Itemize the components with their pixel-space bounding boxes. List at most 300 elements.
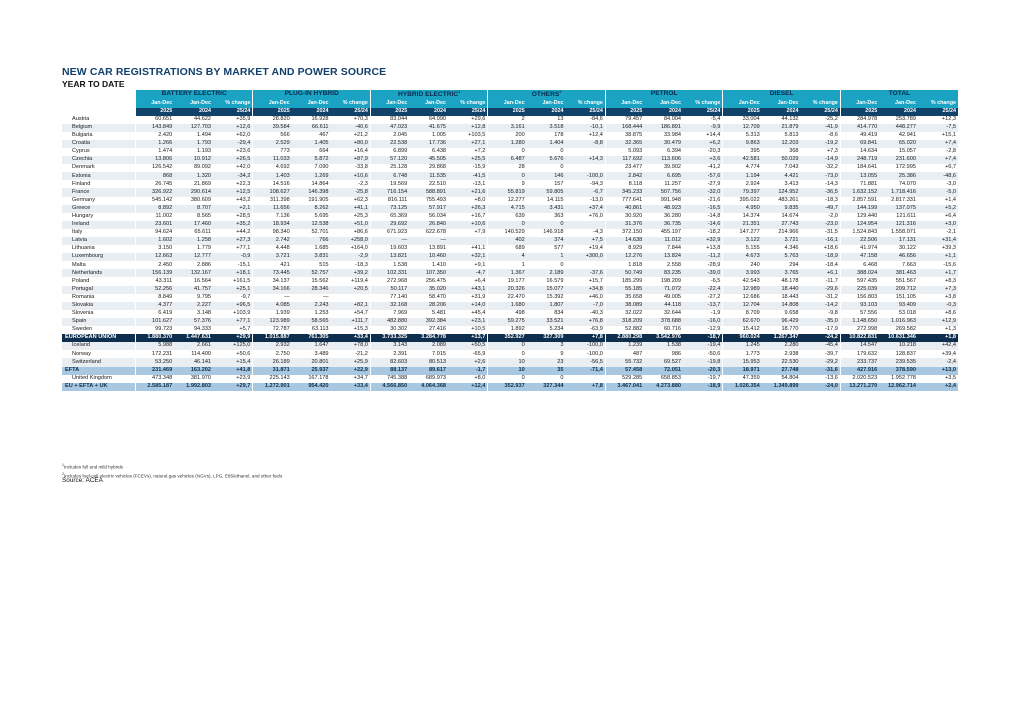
table-row bbox=[62, 124, 958, 132]
value-cell: 28.820 bbox=[253, 116, 292, 124]
change-cell: -21,6 bbox=[707, 196, 721, 203]
year-header-row bbox=[62, 108, 958, 116]
table-row bbox=[62, 116, 958, 124]
table-row bbox=[62, 294, 958, 302]
table-row bbox=[62, 156, 958, 164]
market-name: Hungary bbox=[72, 212, 94, 219]
value-cell: 1.026.354 bbox=[723, 383, 762, 391]
change-cell bbox=[448, 237, 488, 245]
value-cell: 33.004 bbox=[723, 116, 762, 124]
change-cell: -2,4 bbox=[918, 358, 958, 366]
value-cell: 19.603 bbox=[370, 245, 409, 253]
value-cell: 1.538 bbox=[370, 261, 409, 269]
change-cell: +12,4 bbox=[588, 132, 603, 139]
change-cell: +12,9 bbox=[918, 318, 958, 326]
change-cell: +39,2 bbox=[331, 269, 371, 277]
value-cell: 671.923 bbox=[370, 229, 409, 237]
change-cell: +10,6 bbox=[448, 221, 488, 229]
value-cell: 498 bbox=[488, 310, 527, 318]
value-cell: 58.565 bbox=[292, 318, 331, 326]
change-cell: -15,9 bbox=[472, 164, 486, 171]
table-row bbox=[62, 302, 958, 310]
value-cell: 3.143 bbox=[370, 342, 409, 350]
value-cell: 1.447.631 bbox=[174, 334, 213, 342]
value-cell: 8.892 bbox=[135, 205, 174, 213]
value-cell: 35.658 bbox=[605, 294, 644, 302]
change-cell: +32,1 bbox=[448, 253, 488, 261]
value-cell: 156.803 bbox=[840, 294, 879, 302]
change-cell: +29,9 bbox=[213, 334, 253, 342]
value-cell: 1.494 bbox=[197, 132, 212, 139]
value-cell: 46.656 bbox=[879, 253, 918, 261]
value-cell: 29.868 bbox=[428, 164, 447, 171]
value-cell: 378.590 bbox=[879, 367, 918, 375]
change-cell: +34,7 bbox=[353, 374, 368, 381]
value-cell: 5.234 bbox=[549, 326, 564, 333]
value-cell: 117.692 bbox=[605, 156, 644, 164]
value-cell: 1.892 bbox=[488, 326, 527, 334]
value-cell: 284.978 bbox=[840, 116, 879, 124]
value-cell: 29.692 bbox=[370, 221, 409, 229]
change-cell: +18,1 bbox=[213, 269, 253, 277]
change-cell: -1,9 bbox=[710, 310, 721, 317]
value-cell: 12.686 bbox=[723, 294, 762, 302]
value-cell: 41.757 bbox=[174, 286, 213, 294]
period-header-row bbox=[62, 99, 958, 108]
value-cell: 27.416 bbox=[428, 326, 447, 333]
eu-total-row bbox=[62, 334, 958, 342]
year-header: 2024 bbox=[644, 108, 683, 116]
value-cell: 597.435 bbox=[840, 277, 879, 285]
value-cell: 5.813 bbox=[784, 132, 799, 139]
value-cell: 30.122 bbox=[898, 245, 917, 252]
value-cell: 14.634 bbox=[840, 148, 879, 156]
market-name: Finland bbox=[72, 180, 91, 187]
header-corner bbox=[62, 99, 135, 108]
change-cell: +3,5 bbox=[944, 374, 956, 381]
value-cell: 15.562 bbox=[311, 277, 329, 284]
year-header: 25/24 bbox=[801, 108, 841, 116]
change-cell: +16,4 bbox=[353, 148, 368, 155]
value-cell: 34.137 bbox=[253, 277, 292, 285]
value-cell: 231.469 bbox=[135, 367, 174, 375]
change-cell: +15,3 bbox=[353, 326, 368, 333]
change-cell: -19,7 bbox=[707, 374, 721, 381]
value-cell: 167.178 bbox=[308, 374, 329, 381]
market-name: Romania bbox=[72, 293, 95, 300]
value-cell: 22.530 bbox=[762, 358, 801, 366]
year-header: 2025 bbox=[840, 108, 879, 116]
value-cell: 9 bbox=[488, 180, 527, 188]
change-cell: +2,4 bbox=[918, 383, 958, 391]
change-cell: +7,9 bbox=[474, 229, 486, 236]
value-cell: 3.413 bbox=[784, 180, 799, 187]
value-cell: 27.743 bbox=[762, 221, 801, 229]
value-cell: 44.622 bbox=[193, 115, 212, 122]
group-header-label: TOTAL bbox=[888, 90, 911, 98]
footnote-marker: 1 bbox=[458, 90, 461, 95]
value-cell: 22.510 bbox=[428, 180, 447, 187]
value-cell: 14.674 bbox=[781, 212, 799, 219]
value-cell: 38.875 bbox=[605, 132, 644, 140]
value-cell: 10.460 bbox=[409, 253, 448, 261]
value-cell: 515 bbox=[319, 261, 329, 268]
value-cell: 507.756 bbox=[644, 188, 683, 196]
table-row bbox=[62, 221, 958, 229]
value-cell: 1.015.887 bbox=[253, 334, 292, 342]
value-cell: 31.871 bbox=[253, 367, 292, 375]
value-cell: 233.737 bbox=[840, 358, 879, 366]
change-cell: -32,2 bbox=[825, 164, 838, 171]
value-cell: 2.391 bbox=[370, 350, 409, 358]
value-cell: 4.346 bbox=[784, 245, 799, 252]
value-cell: 2.243 bbox=[292, 302, 331, 310]
value-cell: 1.474 bbox=[135, 148, 174, 156]
value-cell: 8.118 bbox=[605, 180, 644, 188]
change-cell: -56,5 bbox=[566, 358, 606, 366]
value-cell: 2.585.187 bbox=[135, 383, 174, 391]
value-cell: 168.444 bbox=[605, 124, 644, 132]
change-cell: -13,0 bbox=[590, 196, 603, 203]
value-cell: 294 bbox=[789, 261, 799, 268]
value-cell: 991.948 bbox=[660, 196, 682, 203]
change-cell: +14,0 bbox=[448, 302, 488, 310]
change-cell: -41,9 bbox=[801, 124, 841, 132]
change-cell: +10,5 bbox=[471, 326, 486, 333]
change-cell: +12,8 bbox=[448, 124, 488, 132]
value-cell: 2.857.591 bbox=[840, 197, 879, 205]
change-cell: -40,6 bbox=[331, 124, 371, 132]
value-cell: 5.695 bbox=[314, 212, 329, 219]
value-cell: 172.995 bbox=[895, 164, 917, 171]
change-cell: +62,0 bbox=[236, 132, 251, 139]
value-cell: 172.231 bbox=[135, 350, 174, 358]
change-cell: +21,6 bbox=[448, 188, 488, 196]
period-header: % change bbox=[683, 99, 723, 108]
value-cell: 372.150 bbox=[605, 229, 644, 237]
value-cell: 2.938 bbox=[784, 350, 799, 357]
value-cell: 1.793 bbox=[174, 140, 213, 148]
value-cell: 1.349.899 bbox=[762, 383, 801, 391]
change-cell: -57,6 bbox=[683, 172, 723, 180]
value-cell: 0 bbox=[560, 261, 564, 268]
value-cell: 30.479 bbox=[644, 140, 683, 148]
change-cell: +35,9 bbox=[236, 115, 251, 122]
value-cell: 2.742 bbox=[253, 237, 292, 245]
value-cell: 151.105 bbox=[895, 293, 917, 300]
table-row bbox=[62, 164, 958, 172]
market-name: Luxembourg bbox=[62, 253, 135, 261]
table-body bbox=[62, 116, 958, 391]
market-name: Austria bbox=[72, 115, 90, 122]
value-cell: 1.680 bbox=[488, 302, 527, 310]
value-cell: 2.020.523 bbox=[840, 375, 879, 383]
change-cell: +18,6 bbox=[823, 245, 838, 252]
value-cell: 1.524.843 bbox=[840, 229, 879, 237]
market-name: Denmark bbox=[72, 164, 95, 171]
value-cell: 380.609 bbox=[190, 196, 212, 203]
value-cell: 3 bbox=[527, 342, 566, 350]
value-cell: 395 bbox=[723, 148, 762, 156]
value-cell: 622.678 bbox=[425, 229, 447, 236]
change-cell: -18,3 bbox=[825, 196, 838, 203]
year-header: 2025 bbox=[605, 108, 644, 116]
footnote-marker: 1 bbox=[62, 463, 64, 467]
value-cell: 13.891 bbox=[428, 245, 447, 252]
value-cell: 38.089 bbox=[605, 302, 644, 310]
change-cell: +8,0 bbox=[474, 374, 486, 381]
value-cell: 40.861 bbox=[605, 205, 644, 213]
change-cell: +7,8 bbox=[566, 383, 606, 391]
change-cell: -28,9 bbox=[707, 261, 721, 268]
table-row bbox=[62, 318, 958, 326]
value-cell: 5.988 bbox=[135, 342, 174, 350]
market-name: EUROPEAN UNION bbox=[62, 334, 135, 342]
value-cell: 9.863 bbox=[723, 140, 762, 148]
value-cell: 2.924 bbox=[723, 180, 762, 188]
year-header: 25/24 bbox=[213, 108, 253, 116]
value-cell: 16.579 bbox=[546, 277, 564, 284]
change-cell: +103,5 bbox=[468, 132, 486, 139]
value-cell: 577 bbox=[554, 245, 564, 252]
change-cell: +9,1 bbox=[474, 261, 486, 268]
value-cell: 483.261 bbox=[778, 196, 799, 203]
value-cell: 1.647 bbox=[292, 342, 331, 350]
period-header: Jan-Dec bbox=[409, 99, 448, 108]
value-cell: 13.806 bbox=[135, 156, 174, 164]
value-cell: 14.547 bbox=[840, 342, 879, 350]
change-cell: -14,2 bbox=[801, 302, 841, 310]
change-cell: -65,9 bbox=[472, 350, 486, 357]
value-cell: 57.917 bbox=[409, 205, 448, 213]
value-cell: 66.611 bbox=[292, 124, 331, 132]
value-cell: 79.397 bbox=[723, 188, 762, 196]
change-cell: +82,1 bbox=[331, 302, 371, 310]
value-cell: 23 bbox=[527, 358, 566, 366]
change-cell: +6,1 bbox=[801, 269, 841, 277]
value-cell: 126.542 bbox=[135, 164, 174, 172]
value-cell: 467 bbox=[319, 132, 329, 139]
value-cell: 35.020 bbox=[409, 286, 448, 294]
change-cell: +7,3 bbox=[918, 286, 958, 294]
period-header: Jan-Dec bbox=[527, 99, 566, 108]
value-cell: 9.658 bbox=[784, 310, 799, 317]
change-cell: -3,0 bbox=[946, 180, 956, 187]
value-cell: 32.022 bbox=[605, 310, 644, 318]
value-cell: 33.521 bbox=[527, 318, 566, 326]
value-cell: 82.603 bbox=[370, 358, 409, 366]
value-cell: 12.277 bbox=[488, 197, 527, 205]
change-cell: +54,7 bbox=[353, 310, 368, 317]
period-header: % change bbox=[213, 99, 253, 108]
table-row bbox=[62, 205, 958, 213]
value-cell: 1.818 bbox=[605, 261, 644, 269]
value-cell: 22.538 bbox=[370, 140, 409, 148]
value-cell: 381.463 bbox=[879, 269, 918, 277]
value-cell: 58.470 bbox=[428, 293, 447, 300]
change-cell: +62,3 bbox=[353, 196, 368, 203]
value-cell: 72.787 bbox=[253, 326, 292, 334]
value-cell: 98.340 bbox=[253, 229, 292, 237]
year-header: 25/24 bbox=[448, 108, 488, 116]
period-header: % change bbox=[566, 99, 606, 108]
value-cell: 185.299 bbox=[605, 277, 644, 285]
value-cell: 5.155 bbox=[723, 245, 762, 253]
value-cell: 26.745 bbox=[135, 180, 174, 188]
change-cell: +8,6 bbox=[944, 310, 956, 317]
value-cell: 52.757 bbox=[292, 269, 331, 277]
value-cell: 4.064.368 bbox=[409, 383, 448, 391]
value-cell: 23.601 bbox=[135, 221, 174, 229]
value-cell: 3.721 bbox=[253, 253, 292, 261]
value-cell: 69.527 bbox=[644, 358, 683, 366]
value-cell: 44.118 bbox=[644, 302, 683, 310]
change-cell: +12,4 bbox=[448, 383, 488, 391]
value-cell: 1 bbox=[527, 253, 566, 261]
value-cell: 52.882 bbox=[605, 326, 644, 334]
value-cell: 108.627 bbox=[253, 188, 292, 196]
value-cell: 36.280 bbox=[663, 212, 682, 219]
value-cell: 71.881 bbox=[840, 180, 879, 188]
change-cell: -100,0 bbox=[587, 350, 603, 357]
group-header-label: BATTERY ELECTRIC bbox=[161, 90, 227, 98]
change-cell: -100,0 bbox=[566, 172, 606, 180]
value-cell: 3.542.976 bbox=[644, 334, 683, 342]
value-cell: 49.419 bbox=[840, 132, 879, 140]
value-cell: 8.707 bbox=[174, 205, 213, 213]
value-cell: 0 bbox=[488, 350, 527, 358]
value-cell: 198.209 bbox=[660, 277, 682, 284]
year-header: 25/24 bbox=[331, 108, 371, 116]
change-cell: -27,2 bbox=[707, 293, 721, 300]
value-cell: 1.194 bbox=[723, 172, 762, 180]
value-cell: 27.748 bbox=[762, 367, 801, 375]
value-cell: 954.420 bbox=[292, 383, 331, 391]
value-cell: 10 bbox=[488, 358, 527, 366]
table-row bbox=[62, 326, 958, 334]
header-corner bbox=[62, 108, 135, 116]
change-cell: -13,1 bbox=[472, 180, 486, 187]
change-cell: +25,3 bbox=[353, 212, 368, 219]
value-cell: 7.043 bbox=[784, 164, 799, 171]
value-cell: 71.072 bbox=[644, 286, 683, 294]
period-header: % change bbox=[918, 99, 958, 108]
value-cell: 487 bbox=[605, 350, 644, 358]
value-cell: 269.582 bbox=[895, 326, 917, 333]
value-cell: 186.891 bbox=[644, 124, 683, 132]
value-cell: 455.197 bbox=[660, 229, 682, 236]
value-cell: 44.132 bbox=[781, 115, 799, 122]
change-cell: -25,8 bbox=[331, 188, 371, 196]
value-cell: 4.377 bbox=[135, 302, 174, 310]
group-header bbox=[605, 90, 723, 99]
change-cell: -18,9 bbox=[683, 383, 723, 391]
value-cell: 1.403 bbox=[253, 172, 292, 180]
value-cell: 427.916 bbox=[840, 367, 879, 375]
value-cell: 2.842 bbox=[605, 172, 644, 180]
market-name: Iceland bbox=[62, 342, 135, 350]
market-name: Spain bbox=[62, 318, 135, 326]
value-cell: 45.505 bbox=[409, 156, 448, 164]
value-cell: 1.239 bbox=[605, 342, 644, 350]
value-cell: 0 bbox=[488, 342, 527, 350]
change-cell: +13,7 bbox=[448, 334, 488, 342]
change-cell: +42,4 bbox=[918, 342, 958, 350]
change-cell bbox=[566, 148, 606, 156]
value-cell: 47.023 bbox=[370, 124, 409, 132]
change-cell: +78,0 bbox=[331, 342, 371, 350]
change-cell: +5,7 bbox=[239, 326, 251, 333]
change-cell: -29,4 bbox=[213, 140, 253, 148]
change-cell: +14,3 bbox=[566, 156, 606, 164]
value-cell: 8.929 bbox=[605, 245, 644, 253]
value-cell: 2.280 bbox=[762, 342, 801, 350]
value-cell: 10.822.831 bbox=[840, 334, 879, 342]
market-name: France bbox=[62, 188, 135, 196]
value-cell: 28 bbox=[488, 164, 527, 172]
change-cell: -40,3 bbox=[590, 310, 603, 317]
change-cell: +21,2 bbox=[353, 132, 368, 139]
value-cell: 22.506 bbox=[840, 237, 879, 245]
change-cell: +7,4 bbox=[918, 140, 958, 148]
change-cell: +3,0 bbox=[918, 221, 958, 229]
change-cell: -63,9 bbox=[590, 326, 603, 333]
change-cell: +15,1 bbox=[941, 132, 956, 139]
value-cell: 4.774 bbox=[723, 164, 762, 172]
value-cell: 4.085 bbox=[253, 302, 292, 310]
change-cell: -12,9 bbox=[707, 326, 721, 333]
change-cell: +50,6 bbox=[236, 350, 251, 357]
value-cell: 1.807 bbox=[527, 302, 566, 310]
value-cell: 47.158 bbox=[840, 253, 879, 261]
year-header: 2025 bbox=[135, 108, 174, 116]
value-cell: 689 bbox=[488, 245, 527, 253]
value-cell: 381.970 bbox=[190, 374, 212, 381]
market-name: Latvia bbox=[62, 237, 135, 245]
value-cell: 3.148 bbox=[197, 310, 212, 317]
value-cell: 42.941 bbox=[898, 132, 917, 139]
value-cell: 74.070 bbox=[898, 180, 917, 187]
value-cell: 9.795 bbox=[197, 293, 212, 300]
value-cell: 1.148.650 bbox=[840, 318, 879, 326]
value-cell: 11.012 bbox=[644, 237, 683, 245]
value-cell: 28.206 bbox=[409, 302, 448, 310]
value-cell: 2.817.331 bbox=[891, 196, 917, 203]
value-cell: 35 bbox=[527, 367, 566, 375]
change-cell: +96,5 bbox=[213, 302, 253, 310]
value-cell: 50.749 bbox=[605, 269, 644, 277]
value-cell: 529.285 bbox=[605, 375, 644, 383]
value-cell: — bbox=[253, 294, 292, 302]
value-cell: 12.989 bbox=[723, 286, 762, 294]
page-title: NEW CAR REGISTRATIONS BY MARKET AND POWER SOURCE bbox=[62, 66, 387, 78]
change-cell: +70,3 bbox=[353, 115, 368, 122]
change-cell: -17,9 bbox=[825, 326, 838, 333]
change-cell: +29,6 bbox=[471, 115, 486, 122]
value-cell: 23.477 bbox=[605, 164, 644, 172]
value-cell: 13.821 bbox=[370, 253, 409, 261]
value-cell: 482.880 bbox=[370, 318, 409, 326]
change-cell: +23,6 bbox=[236, 148, 251, 155]
value-cell: 15.057 bbox=[898, 148, 917, 155]
change-cell: +45,4 bbox=[471, 310, 486, 317]
value-cell: 93.103 bbox=[840, 302, 879, 310]
value-cell: 2.880.298 bbox=[605, 334, 644, 342]
value-cell: 2.420 bbox=[135, 132, 174, 140]
change-cell: +2,1 bbox=[213, 205, 253, 213]
value-cell: 121.611 bbox=[896, 212, 917, 219]
change-cell: +16,7 bbox=[471, 212, 486, 219]
